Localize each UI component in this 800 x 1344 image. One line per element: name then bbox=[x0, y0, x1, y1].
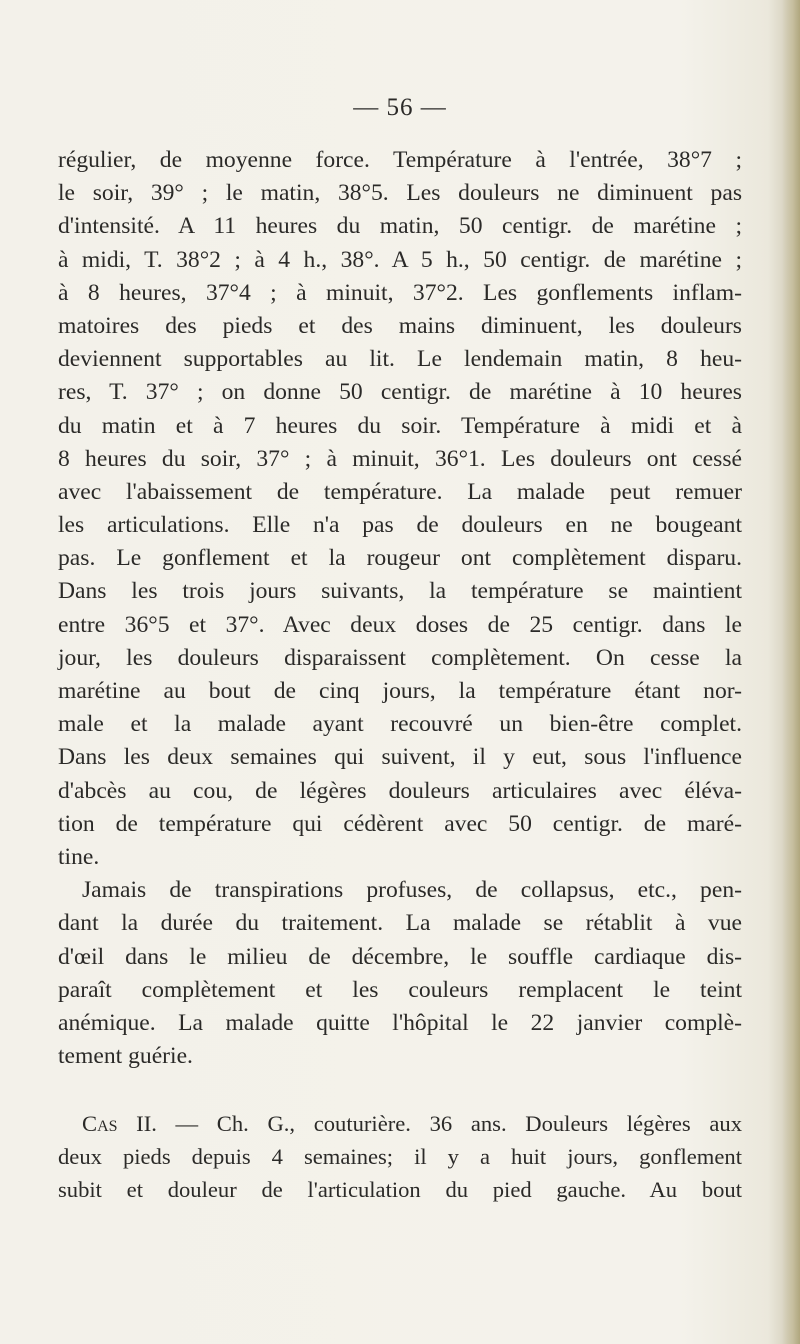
text-line: anémique. La malade quitte l'hôpital le 22 janvier complè- bbox=[58, 1009, 742, 1036]
text-line: deviennent supportables au lit. Le lendemain matin, 8 heu- bbox=[58, 346, 742, 373]
text-line: d'abcès au cou, de légères douleurs articulaires avec éléva- bbox=[58, 777, 742, 804]
case-2-section bbox=[58, 1107, 742, 1207]
text-line: du matin et à 7 heures du soir. Température à midi et à bbox=[58, 412, 742, 439]
text-line: avec l'abaissement de température. La malade peut remuer bbox=[58, 478, 742, 505]
text-line: à 8 heures, 37°4 ; à minuit, 37°2. Les gonflements inflam- bbox=[58, 279, 742, 306]
text-line: le soir, 39° ; le matin, 38°5. Les douleurs ne diminuent pas bbox=[58, 180, 742, 207]
text-line: entre 36°5 et 37°. Avec deux doses de 25 centigr. dans le bbox=[58, 611, 742, 638]
text-line: marétine au bout de cinq jours, la température étant nor- bbox=[58, 678, 742, 704]
text-line: Dans les trois jours suivants, la température se maintient bbox=[58, 578, 742, 605]
text-line: jour, les douleurs disparaissent complètement. On cesse la bbox=[58, 644, 742, 671]
text-line: subit et douleur de l'articulation du pied gauche. Au bout bbox=[58, 1177, 742, 1203]
text-line: res, T. 37° ; on donne 50 centigr. de marétine à 10 heures bbox=[58, 379, 742, 406]
text-line: 8 heures du soir, 37° ; à minuit, 36°1. Les douleurs ont cessé bbox=[58, 445, 742, 472]
text-line: tement guérie. bbox=[58, 1043, 193, 1070]
text-line: d'intensité. A 11 heures du matin, 50 centigr. de marétine ; bbox=[58, 213, 742, 240]
text-line: Jamais de transpirations profuses, de collapsus, etc., pen- bbox=[82, 877, 742, 904]
case-2-first-line bbox=[58, 1107, 742, 1140]
page-body bbox=[58, 144, 742, 1073]
text-line: d'œil dans le milieu de décembre, le souffle cardiaque dis- bbox=[58, 943, 742, 970]
page-number: — 56 — bbox=[353, 94, 447, 121]
text-line: à midi, T. 38°2 ; à 4 h., 38°. A 5 h., 50 centigr. de marétine ; bbox=[58, 246, 742, 273]
text-line: deux pieds depuis 4 semaines; il y a huit jours, gonflement bbox=[58, 1144, 742, 1170]
text-line: tine. bbox=[58, 843, 100, 870]
case-2-label: Cas II. bbox=[82, 1111, 157, 1136]
text-line: male et la malade ayant recouvré un bien-être complet. bbox=[58, 711, 742, 738]
text-line: paraît complètement et les couleurs remplacent le teint bbox=[58, 976, 742, 1003]
text-line: régulier, de moyenne force. Température à l'entrée, 38°7 ; bbox=[58, 147, 742, 173]
text-line: pas. Le gonflement et la rougeur ont complètement disparu. bbox=[58, 545, 742, 572]
page-edge-shadow bbox=[782, 0, 800, 1344]
text-line: tion de température qui cédèrent avec 50 centigr. de maré- bbox=[58, 810, 742, 837]
text-line: matoires des pieds et des mains diminuent, les douleurs bbox=[58, 312, 742, 339]
case-2-intro: — Ch. G., couturière. 36 ans. Douleurs légères aux bbox=[175, 1111, 742, 1136]
text-line: les articulations. Elle n'a pas de douleurs en ne bougeant bbox=[58, 512, 742, 539]
text-line: dant la durée du traitement. La malade se rétablit à vue bbox=[58, 910, 742, 937]
text-line: Dans les deux semaines qui suivent, il y eut, sous l'influence bbox=[58, 744, 742, 771]
